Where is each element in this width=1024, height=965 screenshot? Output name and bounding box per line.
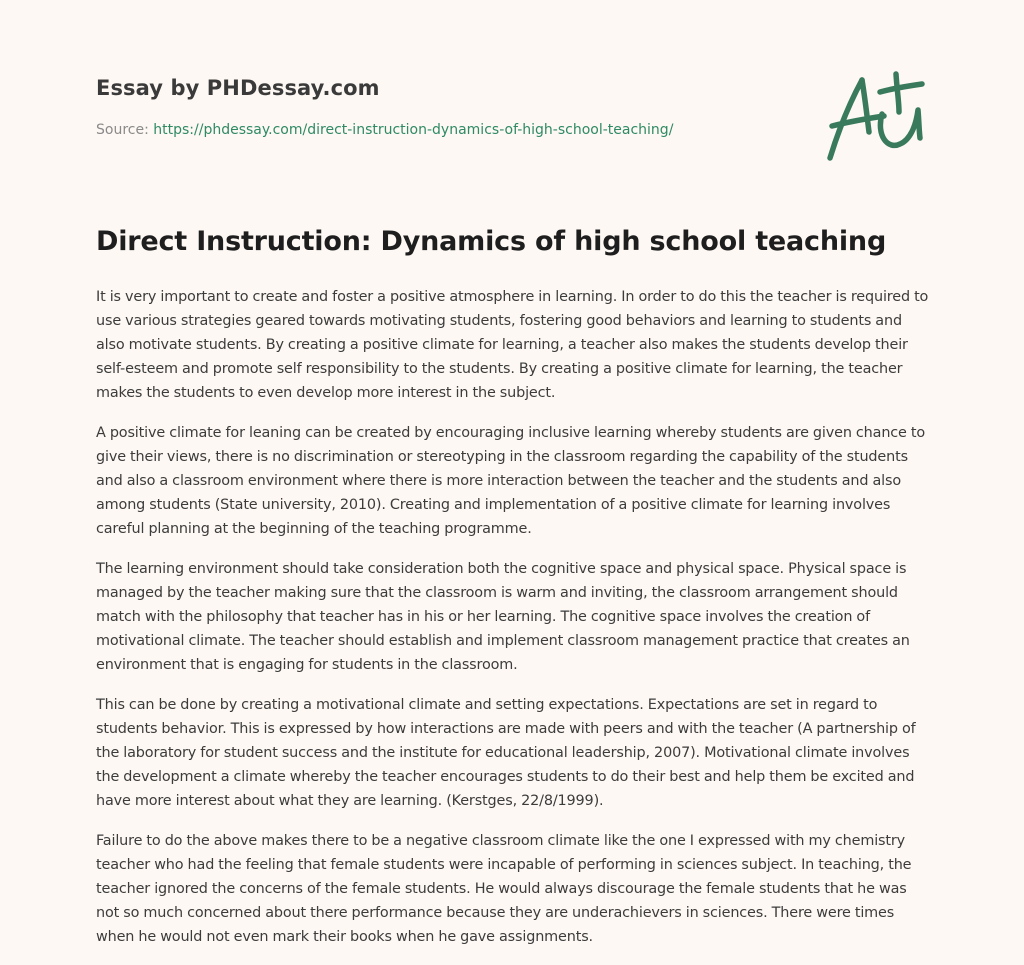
- a-plus-grade-icon: [818, 66, 930, 166]
- essay-paragraph: It is very important to create and foster a positive atmosphere in learning. In order to do this the teacher is required to use various strategies geared towards motivating students, fostering good behaviors and learning to students and also motivate students. By creating a positive climate for learning, a teacher also makes the students develop their self-esteem and promote self responsibility to the students. By creating a positive climate for learning, the teacher makes the students to even develop more interest in the subject.: [96, 289, 929, 401]
- source-link[interactable]: https://phdessay.com/direct-instruction-dynamics-of-high-school-teaching/: [153, 122, 674, 138]
- essay-header: [96, 76, 796, 138]
- brand-title: Essay by PHDessay.com: [96, 76, 380, 100]
- essay-title: Direct Instruction: Dynamics of high school teaching: [96, 226, 887, 257]
- essay-paragraph: This can be done by creating a motivational climate and setting expectations. Expectations are set in regard to students behavior. This is expressed by how interactions are made with peers and with the teacher (A partnership of the laboratory for student success and the institute for educational leadership, 2007). Motivational climate involves the development a climate whereby the teacher encourages students to do their best and help them be excited and have more interest about what they are learning. (Kerstges, 22/8/1999).: [96, 697, 916, 809]
- source-label: Source:: [96, 122, 149, 138]
- essay-paragraph: Failure to do the above makes there to be a negative classroom climate like the one I expressed with my chemistry teacher who had the feeling that female students were incapable of performing in sciences subject. In teaching, the teacher ignored the concerns of the female students. He would always discourage the female students that he was not so much concerned about there performance because they are underachievers in sciences. There were times when he would not even mark their books when he gave assignments.: [96, 833, 912, 945]
- source-line: [96, 122, 796, 138]
- essay-paragraph: A positive climate for leaning can be created by encouraging inclusive learning whereby students are given chance to give their views, there is no discrimination or stereotyping in the classroom regarding the capability of the students and also a classroom environment where there is more interaction between the teacher and the students and also among students (State university, 2010). Creating and implementation of a positive climate for learning involves careful planning at the beginning of the teaching programme.: [96, 425, 926, 537]
- essay-paragraph: The learning environment should take consideration both the cognitive space and physical space. Physical space is managed by the teacher making sure that the classroom is warm and inviting, the classroom arrangement should match with the philosophy that teacher has in his or her learning. The cognitive space involves the creation of motivational climate. The teacher should establish and implement classroom management practice that creates an environment that is engaging for students in the classroom.: [96, 561, 910, 673]
- essay-body: [96, 285, 932, 965]
